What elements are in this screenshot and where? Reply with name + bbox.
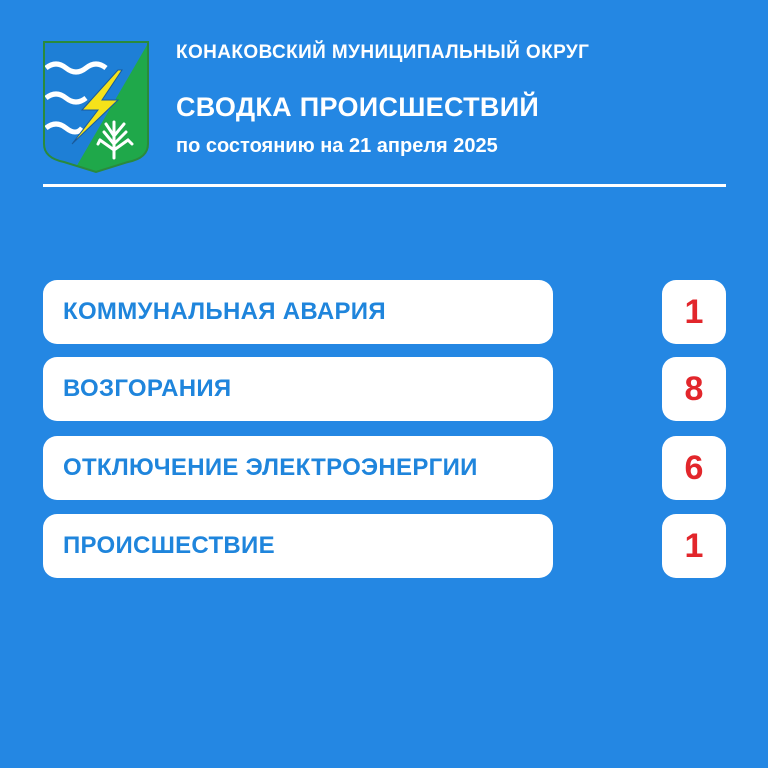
incident-row — [43, 436, 726, 500]
incident-count: 8 — [662, 357, 726, 421]
incident-label: ВОЗГОРАНИЯ — [43, 357, 553, 421]
incident-row — [43, 280, 726, 344]
incident-label: ОТКЛЮЧЕНИЕ ЭЛЕКТРОЭНЕРГИИ — [43, 436, 553, 500]
coat-of-arms-icon — [42, 40, 150, 174]
incident-row — [43, 514, 726, 578]
incident-count: 1 — [662, 280, 726, 344]
report-date: по состоянию на 21 апреля 2025 — [176, 135, 498, 157]
municipality-name: КОНАКОВСКИЙ МУНИЦИПАЛЬНЫЙ ОКРУГ — [176, 42, 590, 63]
page-title: СВОДКА ПРОИСШЕСТВИЙ — [176, 92, 540, 122]
incident-label: КОММУНАЛЬНАЯ АВАРИЯ — [43, 280, 553, 344]
incident-count: 6 — [662, 436, 726, 500]
header-divider — [43, 184, 726, 187]
incident-label: ПРОИСШЕСТВИЕ — [43, 514, 553, 578]
incident-count: 1 — [662, 514, 726, 578]
incident-row — [43, 357, 726, 421]
